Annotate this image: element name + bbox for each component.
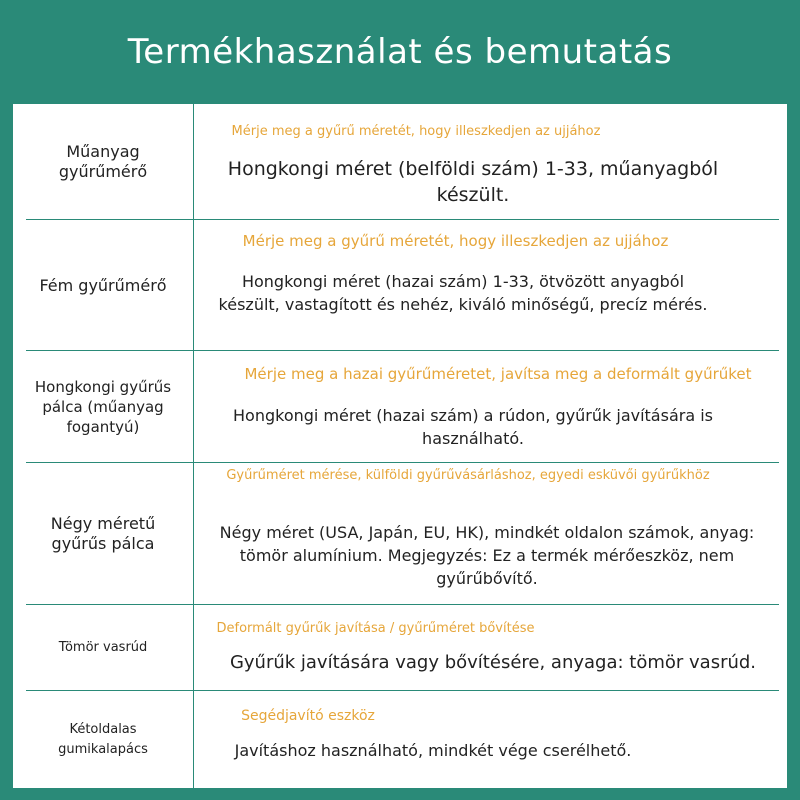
table-row [13, 104, 787, 220]
row-subtitle: Gyűrűméret mérése, külföldi gyűrűvásárláshoz, egyedi esküvői gyűrűkhöz [226, 468, 710, 483]
row-label: Négy méretű gyűrűs pálca [50, 514, 156, 553]
page-title: Termékhasználat és bemutatás [127, 32, 673, 72]
row-label: Tömör vasrúd [58, 640, 148, 655]
row-description: Hongkongi méret (hazai szám) 1-33, ötvözött anyagból készült, vastagított és nehéz, kiváló minőségű, precíz mérés. [218, 272, 708, 314]
table-row [13, 691, 787, 788]
row-label: Hongkongi gyűrűs pálca (műanyag fogantyú) [34, 378, 172, 436]
row-label: Kétoldalas gumikalapács [58, 721, 148, 757]
row-description: Gyűrűk javítására vagy bővítésére, anyaga: tömör vasrúd. [229, 652, 757, 673]
row-subtitle: Mérje meg a gyűrű méretét, hogy illeszkedjen az ujjához [231, 124, 601, 139]
row-subtitle: Deformált gyűrűk javítása / gyűrűméret bővítése [216, 621, 535, 636]
row-description: Hongkongi méret (hazai szám) a rúdon, gyűrűk javítására is használható. [233, 406, 713, 448]
header-bar [0, 0, 800, 104]
row-subtitle: Mérje meg a gyűrű méretét, hogy illeszkedjen az ujjához [242, 232, 669, 250]
row-label: Fém gyűrűmérő [39, 275, 167, 295]
row-subtitle: Mérje meg a hazai gyűrűméretet, javítsa meg a deformált gyűrűket [244, 365, 752, 383]
table-row [13, 351, 787, 463]
row-description: Javításhoz használható, mindkét vége cserélhető. [234, 741, 632, 760]
table-row [13, 605, 787, 691]
row-label: Műanyag gyűrűmérő [58, 142, 148, 181]
table-row [13, 463, 787, 605]
product-table [13, 104, 787, 788]
row-description: Négy méret (USA, Japán, EU, HK), mindkét oldalon számok, anyag: tömör alumínium. Megjegyzés: Ez a termék mérőeszköz, nem gyűrűbővítő. [219, 523, 755, 588]
table-row [13, 220, 787, 351]
row-description: Hongkongi méret (belföldi szám) 1-33, műanyagból készült. [227, 158, 719, 206]
row-subtitle: Segédjavító eszköz [241, 708, 375, 724]
